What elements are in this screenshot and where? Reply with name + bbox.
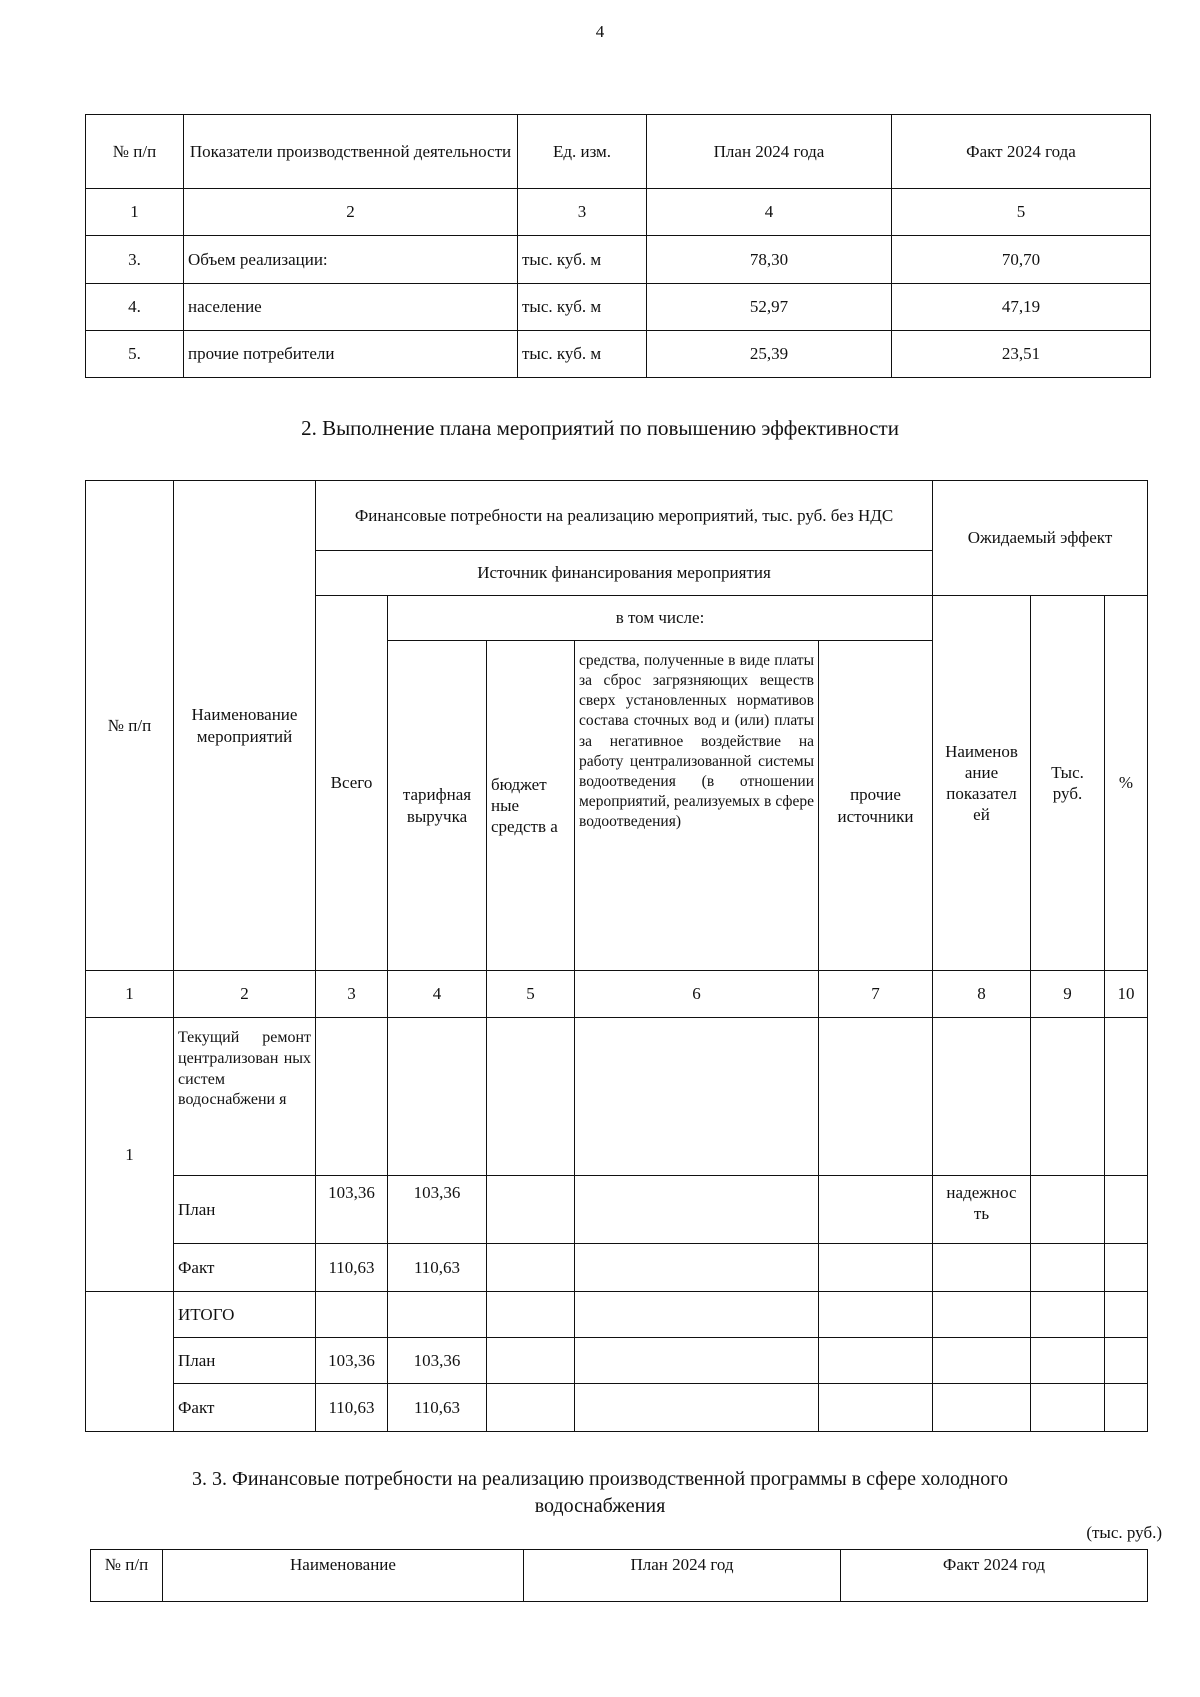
header-fact: Факт 2024 года: [892, 115, 1151, 189]
header-pollution-fees: средства, полученные в виде платы за сброс загрязняющих веществ сверх установленных нормативов состава сточных вод и (или) платы за негативное воздействие на работу централизованной системы водоотведения (в отношении мероприятий, реализуемых в сфере водоотведения): [575, 641, 819, 971]
fact-label: Факт: [174, 1244, 316, 1292]
header-other-sources: прочие источники: [819, 641, 933, 971]
row-plan: 78,30: [647, 236, 892, 284]
col-number: 5: [892, 189, 1151, 236]
plan-label: План: [174, 1176, 316, 1244]
row-fact: 23,51: [892, 331, 1151, 378]
production-indicators-table: [85, 114, 1151, 378]
col-number: 3: [518, 189, 647, 236]
table-row: [86, 1176, 1148, 1244]
header-plan: План 2024 года: [647, 115, 892, 189]
col-number: 1: [86, 971, 174, 1018]
header-fact: Факт 2024 год: [841, 1550, 1148, 1602]
col-number: 2: [174, 971, 316, 1018]
plan-total: 103,36: [316, 1176, 388, 1244]
total-fact-tariff: 110,63: [388, 1384, 487, 1432]
total-plan-label: План: [174, 1338, 316, 1384]
total-label: ИТОГО: [174, 1292, 316, 1338]
table-row: [86, 1018, 1148, 1176]
efficiency-measures-table: [85, 480, 1148, 1432]
total-fact-total: 110,63: [316, 1384, 388, 1432]
col-number: 9: [1031, 971, 1105, 1018]
header-measure-name: Наименование мероприятий: [174, 481, 316, 971]
header-num: № п/п: [86, 115, 184, 189]
col-number: 6: [575, 971, 819, 1018]
fact-tariff: 110,63: [388, 1244, 487, 1292]
col-number: 5: [487, 971, 575, 1018]
header-percent: %: [1105, 596, 1148, 971]
row-plan: 52,97: [647, 284, 892, 331]
col-number: 7: [819, 971, 933, 1018]
col-number: 8: [933, 971, 1031, 1018]
table-row: [86, 1292, 1148, 1338]
header-num: № п/п: [91, 1550, 163, 1602]
col-number: 4: [647, 189, 892, 236]
header-indicator-name: Наименов ание показател ей: [933, 596, 1031, 971]
table-row: [86, 236, 1151, 284]
row-unit: тыс. куб. м: [518, 331, 647, 378]
header-expected-effect: Ожидаемый эффект: [933, 481, 1148, 596]
col-number: 2: [184, 189, 518, 236]
header-num: № п/п: [86, 481, 174, 971]
col-number: 3: [316, 971, 388, 1018]
table-row: [86, 284, 1151, 331]
row-num: 5.: [86, 331, 184, 378]
item-name: Текущий ремонт централизован ных систем водоснабжени я: [174, 1018, 316, 1176]
header-name: Наименование: [163, 1550, 524, 1602]
header-plan: План 2024 год: [524, 1550, 841, 1602]
fact-total: 110,63: [316, 1244, 388, 1292]
row-plan: 25,39: [647, 331, 892, 378]
header-thousand-rub: Тыс. руб.: [1031, 596, 1105, 971]
plan-tariff: 103,36: [388, 1176, 487, 1244]
row-fact: 47,19: [892, 284, 1151, 331]
header-total: Всего: [316, 596, 388, 971]
plan-indicator: надежнос ть: [933, 1176, 1031, 1244]
col-number: 4: [388, 971, 487, 1018]
header-financial-needs: Финансовые потребности на реализацию мероприятий, тыс. руб. без НДС: [316, 481, 933, 551]
row-unit: тыс. куб. м: [518, 236, 647, 284]
row-num: 4.: [86, 284, 184, 331]
header-including: в том числе:: [388, 596, 933, 641]
total-plan-tariff: 103,36: [388, 1338, 487, 1384]
table-row: [86, 1244, 1148, 1292]
row-num: 3.: [86, 236, 184, 284]
row-indicator: прочие потребители: [184, 331, 518, 378]
row-indicator: Объем реализации:: [184, 236, 518, 284]
financial-needs-table: [90, 1549, 1148, 1602]
row-indicator: население: [184, 284, 518, 331]
section-2-title: 2. Выполнение плана мероприятий по повышению эффективности: [301, 416, 899, 440]
header-funding-source: Источник финансирования мероприятия: [316, 551, 933, 596]
section-3-title-line2: водоснабжения: [534, 1495, 666, 1517]
table-row: [86, 1384, 1148, 1432]
header-tariff-revenue: тарифная выручка: [388, 641, 487, 971]
item-num: 1: [86, 1018, 174, 1292]
table-row: [86, 331, 1151, 378]
unit-label: (тыс. руб.): [1086, 1523, 1162, 1542]
table-row: [86, 1338, 1148, 1384]
header-indicators: Показатели производственной деятельности: [184, 115, 518, 189]
page-number: 4: [595, 22, 605, 41]
total-plan-total: 103,36: [316, 1338, 388, 1384]
row-fact: 70,70: [892, 236, 1151, 284]
col-number: 1: [86, 189, 184, 236]
row-unit: тыс. куб. м: [518, 284, 647, 331]
total-fact-label: Факт: [174, 1384, 316, 1432]
section-3-title-line1: 3. 3. Финансовые потребности на реализацию производственной программы в сфере холодного: [192, 1468, 1008, 1490]
header-unit: Ед. изм.: [518, 115, 647, 189]
col-number: 10: [1105, 971, 1148, 1018]
header-budget-funds: бюджет ные средств а: [487, 641, 575, 971]
